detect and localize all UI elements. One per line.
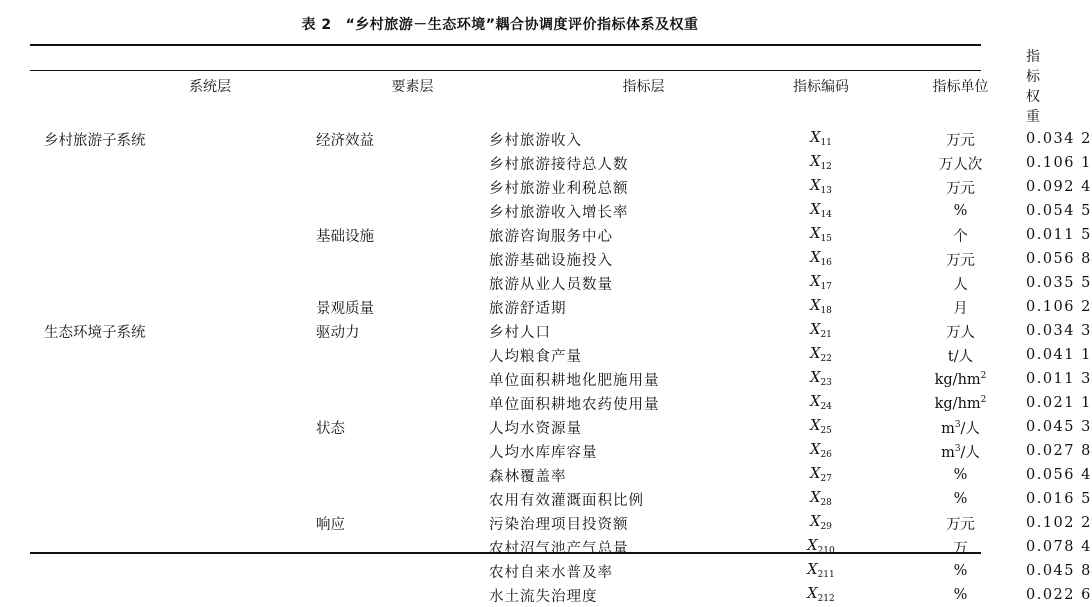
cell-indicator: 单位面积耕地农药使用量 [489,396,660,413]
unit-text: 万 [953,540,968,557]
cell-element [316,271,489,295]
table-row: 单位面积耕地化肥施用量 $X_{23}$ $kg/hm^2$ 0.011 3 [30,367,1026,391]
cell-code [747,463,895,487]
cell-unit [895,535,1026,559]
cell-code [747,151,895,175]
header-element: 要素层 [391,79,434,95]
code-symbol: X [807,586,818,602]
code-symbol: X [810,130,821,146]
cell-indicator: 农村自来水普及率 [489,564,613,581]
cell-indicator: 水土流失治理度 [489,588,598,605]
cell-unit [895,415,1026,439]
code-symbol: X [810,442,821,458]
cell-element [316,391,489,415]
unit-text: kg/hm [934,371,981,388]
cell-code [747,511,895,535]
code-subscript: 25 [820,426,832,436]
unit-text: % [953,563,968,579]
cell-system [30,511,316,535]
cell-unit [895,559,1026,583]
cell-unit [895,511,1026,535]
code-symbol: X [810,394,821,410]
unit-text: 万元 [946,516,975,533]
code-symbol: X [810,346,821,362]
code-symbol: X [810,274,821,290]
cell-system [30,247,316,271]
cell-unit [895,271,1026,295]
cell-code [747,367,895,391]
cell-element [316,535,489,559]
code-subscript: 210 [817,546,835,556]
cell-indicator: 人均粮食产量 [489,348,582,365]
table-row: 响应 污染治理项目投资额 $X_{29}$ 万元 0.102 2 [30,511,1026,535]
cell-code [747,271,895,295]
code-subscript: 27 [820,474,832,484]
code-subscript: 212 [817,594,835,604]
code-subscript: 21 [820,330,832,340]
unit-text: 人 [953,276,968,293]
cell-system [30,295,316,319]
unit-text: 万人 [946,324,975,341]
cell-code [747,487,895,511]
cell-element: 基础设施 [316,228,374,245]
unit-text: 个 [953,228,968,245]
table-row: 乡村旅游子系统 经济效益 乡村旅游收入 $X_{11}$ 万元 0.034 2 [30,126,1026,151]
cell-code [747,223,895,247]
cell-code [747,439,895,463]
table-number: 表 2 [301,17,332,33]
table-row: 旅游基础设施投入 $X_{16}$ 万元 0.056 8 [30,247,1026,271]
cell-indicator: 污染治理项目投资额 [489,516,629,533]
cell-indicator: 乡村旅游接待总人数 [489,156,629,173]
cell-indicator: 单位面积耕地化肥施用量 [489,372,660,389]
cell-indicator: 乡村旅游收入 [489,132,582,149]
unit-superscript: 2 [980,370,987,381]
unit-text: % [953,587,968,603]
cell-element [316,559,489,583]
unit-superscript: 3 [954,419,961,430]
cell-code [747,343,895,367]
code-symbol: X [810,514,821,530]
cell-unit [895,439,1026,463]
code-symbol: X [810,250,821,266]
cell-indicator: 乡村旅游收入增长率 [489,204,629,221]
code-symbol: X [810,226,821,242]
cell-element [316,199,489,223]
table-row: 单位面积耕地农药使用量 $X_{24}$ $kg/hm^2$ 0.021 1 [30,391,1026,415]
cell-unit [895,319,1026,343]
cell-element: 状态 [316,420,345,437]
code-subscript: 22 [820,354,832,364]
table-row: 基础设施 旅游咨询服务中心 $X_{15}$ 个 0.011 5 [30,223,1026,247]
code-symbol: X [810,322,821,338]
unit-text: m [941,420,955,437]
cell-indicator: 农村沼气池产气总量 [489,540,629,557]
cell-unit [895,343,1026,367]
cell-element [316,151,489,175]
code-subscript: 16 [820,258,832,268]
cell-system [30,559,316,583]
cell-indicator: 乡村人口 [489,324,551,341]
table-row: 人均粮食产量 $X_{22}$ t/人 0.041 1 [30,343,1026,367]
cell-system [30,439,316,463]
code-subscript: 18 [820,306,832,316]
cell-unit [895,367,1026,391]
code-subscript: 28 [820,498,832,508]
cell-element [316,583,489,607]
cell-system [30,583,316,607]
code-symbol: X [807,538,818,554]
cell-system [30,487,316,511]
code-symbol: X [810,178,821,194]
unit-text: 万元 [946,132,975,149]
table-row: 状态 人均水资源量 $X_{25}$ $m^3/$人 0.045 3 [30,415,1026,439]
cell-indicator: 旅游从业人员数量 [489,276,613,293]
cell-unit [895,151,1026,175]
table-row: 生态环境子系统 驱动力 乡村人口 $X_{21}$ 万人 0.034 3 [30,319,1026,343]
header-system: 系统层 [189,79,231,95]
code-subscript: 17 [820,282,832,292]
table-row: 乡村旅游业利税总额 $X_{13}$ 万元 0.092 4 [30,175,1026,199]
cell-element [316,175,489,199]
header-code: 指标编码 [793,79,849,95]
code-subscript: 211 [817,570,835,580]
header-indicator: 指标层 [622,79,665,95]
cell-code [747,247,895,271]
cell-unit [895,583,1026,607]
cell-unit [895,463,1026,487]
cell-system [30,271,316,295]
unit-text: % [953,203,968,219]
unit-tail: /人 [960,420,980,437]
cell-code [747,295,895,319]
code-symbol: X [810,202,821,218]
cell-element: 驱动力 [316,324,360,341]
table-caption [0,14,1000,34]
unit-text: 月 [953,300,968,317]
cell-system [30,367,316,391]
code-symbol: X [810,370,821,386]
cell-unit [895,391,1026,415]
cell-system [30,415,316,439]
cell-code [747,175,895,199]
cell-unit [895,199,1026,223]
cell-element [316,247,489,271]
cell-unit [895,175,1026,199]
header-row: 系统层 要素层 指标层 指标编码 指标单位 指标权重 [30,46,1026,126]
code-symbol: X [810,490,821,506]
cell-element [316,439,489,463]
cell-unit [895,126,1026,151]
code-symbol: X [807,562,818,578]
cell-code [747,559,895,583]
code-subscript: 24 [820,402,832,412]
code-subscript: 12 [820,162,832,172]
cell-system [30,223,316,247]
unit-tail: /人 [960,444,980,461]
cell-code [747,126,895,151]
cell-code [747,391,895,415]
table-row: 农用有效灌溉面积比例 $X_{28}$ % 0.016 5 [30,487,1026,511]
cell-indicator: 旅游基础设施投入 [489,252,613,269]
code-symbol: X [810,466,821,482]
table-row: 人均水库库容量 $X_{26}$ $m^3/$人 0.027 8 [30,439,1026,463]
unit-text: % [953,467,968,483]
cell-element [316,343,489,367]
table-title: “乡村旅游－生态环境”耦合协调度评价指标体系及权重 [345,17,699,33]
cell-code [747,535,895,559]
code-subscript: 23 [820,378,832,388]
table-body [30,126,1092,607]
cell-element: 响应 [316,516,345,533]
cell-code [747,199,895,223]
unit-text: t/人 [947,348,974,365]
cell-system [30,343,316,367]
cell-element [316,367,489,391]
cell-element [316,487,489,511]
cell-indicator: 人均水库库容量 [489,444,598,461]
unit-text: 万元 [946,252,975,269]
code-symbol: X [810,418,821,434]
cell-system: 生态环境子系统 [44,324,146,341]
cell-element: 经济效益 [316,132,374,149]
cell-unit [895,295,1026,319]
cell-indicator: 旅游舒适期 [489,300,567,317]
cell-system [30,463,316,487]
cell-system: 乡村旅游子系统 [44,132,146,149]
index-table [30,46,1092,607]
table-row: 乡村旅游接待总人数 $X_{12}$ 万人次 0.106 1 [30,151,1026,175]
code-symbol: X [810,154,821,170]
code-subscript: 26 [820,450,832,460]
cell-indicator: 乡村旅游业利税总额 [489,180,629,197]
unit-text: 万人次 [938,156,983,173]
cell-indicator: 农用有效灌溉面积比例 [489,492,644,509]
table-row: 农村沼气池产气总量 $X_{210}$ 万 0.078 4 [30,535,1026,559]
unit-superscript: 3 [954,443,961,454]
table-row: 农村自来水普及率 $X_{211}$ % 0.045 8 [30,559,1026,583]
code-subscript: 11 [820,138,832,148]
table-row: 森林覆盖率 $X_{27}$ % 0.056 4 [30,463,1026,487]
cell-indicator: 人均水资源量 [489,420,582,437]
cell-code [747,583,895,607]
table-row: 景观质量 旅游舒适期 $X_{18}$ 月 0.106 2 [30,295,1026,319]
unit-text: % [953,491,968,507]
table-row: 乡村旅游收入增长率 $X_{14}$ % 0.054 5 [30,199,1026,223]
cell-unit [895,487,1026,511]
cell-system [30,535,316,559]
header-unit: 指标单位 [932,79,989,95]
cell-indicator: 旅游咨询服务中心 [489,228,613,245]
cell-system [30,199,316,223]
unit-text: 万元 [946,180,975,197]
cell-code [747,415,895,439]
cell-system [30,391,316,415]
cell-system [30,175,316,199]
code-subscript: 15 [820,234,832,244]
cell-system [30,151,316,175]
cell-unit [895,223,1026,247]
cell-unit [895,247,1026,271]
code-subscript: 14 [820,210,832,220]
unit-superscript: 2 [980,394,987,405]
table-row: 水土流失治理度 $X_{212}$ % 0.022 6 [30,583,1026,607]
cell-code [747,319,895,343]
unit-text: m [941,444,955,461]
cell-element: 景观质量 [316,300,374,317]
code-subscript: 13 [820,186,832,196]
cell-element [316,463,489,487]
unit-text: kg/hm [934,395,981,412]
code-symbol: X [810,298,821,314]
code-subscript: 29 [820,522,832,532]
cell-indicator: 森林覆盖率 [489,468,567,485]
table-row: 旅游从业人员数量 $X_{17}$ 人 0.035 5 [30,271,1026,295]
